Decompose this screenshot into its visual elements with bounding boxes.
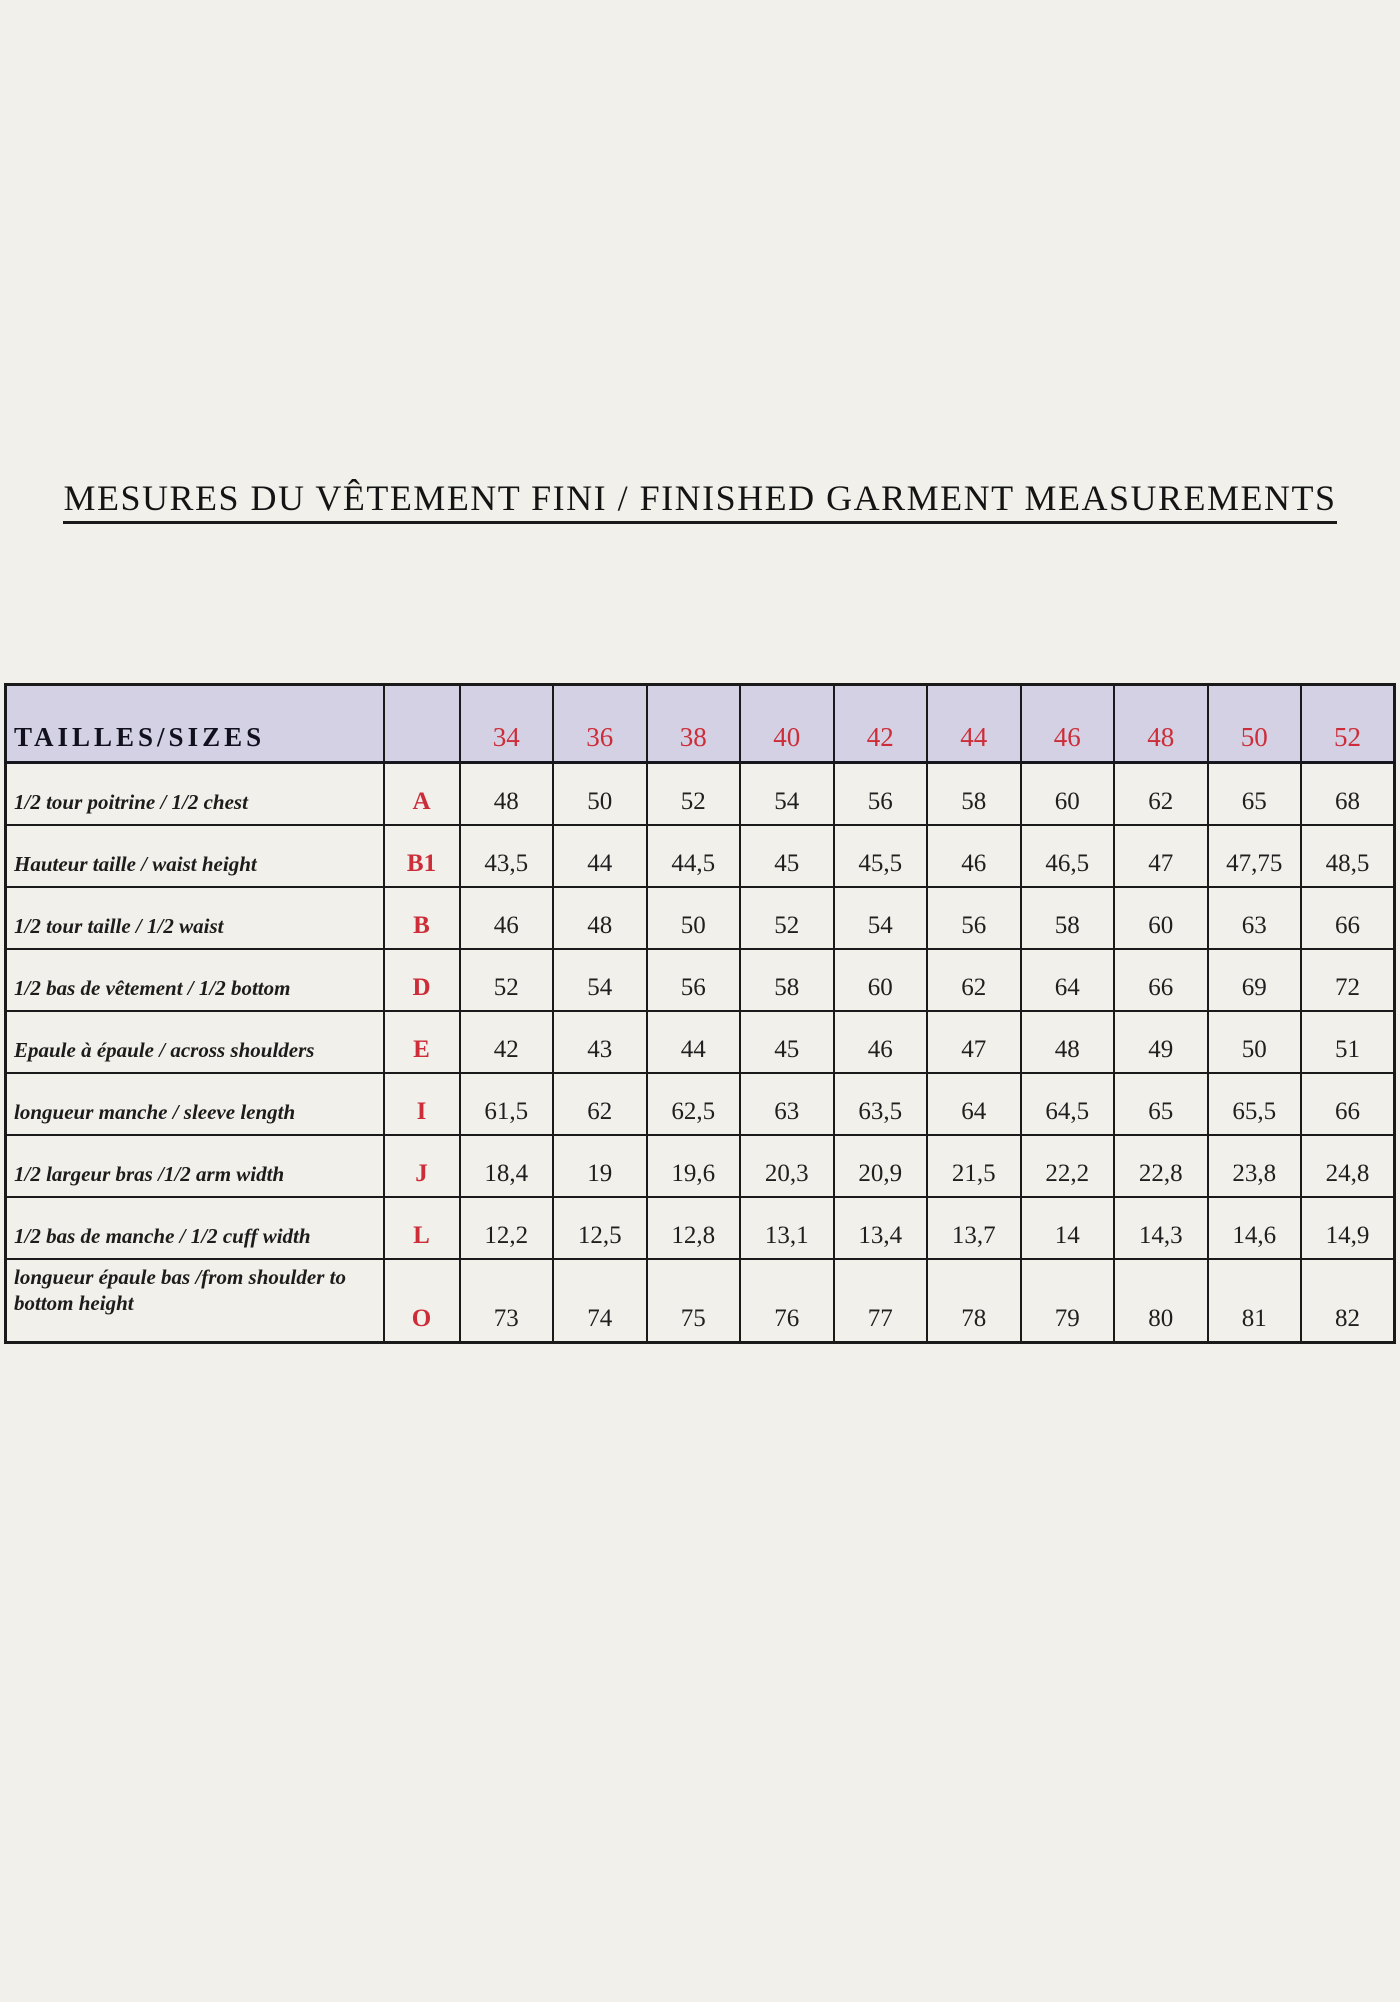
measurement-code: L bbox=[384, 1197, 460, 1259]
measurement-value: 75 bbox=[647, 1259, 741, 1343]
measurement-label: 1/2 bas de vêtement / 1/2 bottom bbox=[6, 949, 384, 1011]
measurement-value: 65 bbox=[1208, 763, 1302, 825]
measurement-code: D bbox=[384, 949, 460, 1011]
measurement-value: 12,8 bbox=[647, 1197, 741, 1259]
measurement-value: 69 bbox=[1208, 949, 1302, 1011]
measurement-value: 52 bbox=[460, 949, 554, 1011]
measurement-value: 65 bbox=[1114, 1073, 1208, 1135]
size-header-cell: 34 bbox=[460, 685, 554, 763]
measurements-table bbox=[4, 683, 1396, 1344]
measurement-label: longueur manche / sleeve length bbox=[6, 1073, 384, 1135]
code-header-cell bbox=[384, 685, 460, 763]
size-header-cell: 48 bbox=[1114, 685, 1208, 763]
size-header-cell: 50 bbox=[1208, 685, 1302, 763]
measurement-value: 66 bbox=[1114, 949, 1208, 1011]
measurement-value: 13,4 bbox=[834, 1197, 928, 1259]
measurement-value: 51 bbox=[1301, 1011, 1395, 1073]
measurement-value: 56 bbox=[927, 887, 1021, 949]
table-row bbox=[6, 1011, 1395, 1073]
measurement-value: 22,8 bbox=[1114, 1135, 1208, 1197]
measurement-value: 46,5 bbox=[1021, 825, 1115, 887]
measurement-value: 58 bbox=[740, 949, 834, 1011]
measurement-value: 23,8 bbox=[1208, 1135, 1302, 1197]
measurement-value: 19 bbox=[553, 1135, 647, 1197]
measurement-value: 66 bbox=[1301, 887, 1395, 949]
size-header-cell: 52 bbox=[1301, 685, 1395, 763]
measurement-value: 54 bbox=[553, 949, 647, 1011]
measurement-code: O bbox=[384, 1259, 460, 1343]
measurement-value: 19,6 bbox=[647, 1135, 741, 1197]
page-title: MESURES DU VÊTEMENT FINI / FINISHED GARMENT MEASUREMENTS bbox=[63, 477, 1336, 524]
measurement-value: 13,7 bbox=[927, 1197, 1021, 1259]
measurement-value: 48 bbox=[553, 887, 647, 949]
measurement-value: 50 bbox=[1208, 1011, 1302, 1073]
measurement-code: B bbox=[384, 887, 460, 949]
measurement-value: 62 bbox=[927, 949, 1021, 1011]
measurement-value: 68 bbox=[1301, 763, 1395, 825]
measurement-value: 65,5 bbox=[1208, 1073, 1302, 1135]
measurement-code: I bbox=[384, 1073, 460, 1135]
table-body bbox=[6, 763, 1395, 1343]
measurement-value: 45 bbox=[740, 825, 834, 887]
measurement-value: 81 bbox=[1208, 1259, 1302, 1343]
measurement-value: 66 bbox=[1301, 1073, 1395, 1135]
table-row bbox=[6, 887, 1395, 949]
measurement-value: 14 bbox=[1021, 1197, 1115, 1259]
measurement-value: 60 bbox=[1114, 887, 1208, 949]
table-row bbox=[6, 763, 1395, 825]
measurement-value: 72 bbox=[1301, 949, 1395, 1011]
measurement-label: Epaule à épaule / across shoulders bbox=[6, 1011, 384, 1073]
measurement-value: 20,3 bbox=[740, 1135, 834, 1197]
measurement-value: 22,2 bbox=[1021, 1135, 1115, 1197]
measurement-value: 78 bbox=[927, 1259, 1021, 1343]
measurement-value: 62 bbox=[553, 1073, 647, 1135]
measurement-label: Hauteur taille / waist height bbox=[6, 825, 384, 887]
measurement-value: 48 bbox=[1021, 1011, 1115, 1073]
measurement-value: 52 bbox=[647, 763, 741, 825]
measurement-value: 14,3 bbox=[1114, 1197, 1208, 1259]
measurement-value: 24,8 bbox=[1301, 1135, 1395, 1197]
measurement-value: 47,75 bbox=[1208, 825, 1302, 887]
measurement-label: 1/2 tour poitrine / 1/2 chest bbox=[6, 763, 384, 825]
measurement-code: A bbox=[384, 763, 460, 825]
size-header-cell: 44 bbox=[927, 685, 1021, 763]
measurement-label: 1/2 tour taille / 1/2 waist bbox=[6, 887, 384, 949]
measurement-value: 54 bbox=[834, 887, 928, 949]
measurement-value: 80 bbox=[1114, 1259, 1208, 1343]
measurement-label: longueur épaule bas /from shoulder to bottom height bbox=[6, 1259, 384, 1343]
measurement-value: 14,9 bbox=[1301, 1197, 1395, 1259]
size-header-cell: 42 bbox=[834, 685, 928, 763]
measurement-code: J bbox=[384, 1135, 460, 1197]
measurement-value: 56 bbox=[647, 949, 741, 1011]
title-container bbox=[0, 477, 1400, 524]
size-header-cell: 36 bbox=[553, 685, 647, 763]
measurement-value: 50 bbox=[647, 887, 741, 949]
measurement-value: 50 bbox=[553, 763, 647, 825]
measurement-value: 47 bbox=[1114, 825, 1208, 887]
measurement-value: 63 bbox=[1208, 887, 1302, 949]
measurement-value: 12,5 bbox=[553, 1197, 647, 1259]
measurement-value: 48 bbox=[460, 763, 554, 825]
measurement-value: 20,9 bbox=[834, 1135, 928, 1197]
measurement-value: 12,2 bbox=[460, 1197, 554, 1259]
measurement-value: 42 bbox=[460, 1011, 554, 1073]
measurement-value: 45 bbox=[740, 1011, 834, 1073]
table-row bbox=[6, 825, 1395, 887]
measurement-value: 64 bbox=[927, 1073, 1021, 1135]
measurement-value: 79 bbox=[1021, 1259, 1115, 1343]
measurement-value: 21,5 bbox=[927, 1135, 1021, 1197]
size-header-cell: 46 bbox=[1021, 685, 1115, 763]
measurement-value: 56 bbox=[834, 763, 928, 825]
measurement-value: 60 bbox=[834, 949, 928, 1011]
measurement-value: 64,5 bbox=[1021, 1073, 1115, 1135]
table-row bbox=[6, 1135, 1395, 1197]
measurement-value: 44,5 bbox=[647, 825, 741, 887]
measurement-value: 58 bbox=[927, 763, 1021, 825]
measurement-label: 1/2 largeur bras /1/2 arm width bbox=[6, 1135, 384, 1197]
table-row bbox=[6, 1073, 1395, 1135]
sizes-header-label: TAILLES/SIZES bbox=[6, 685, 384, 763]
measurement-value: 49 bbox=[1114, 1011, 1208, 1073]
measurement-value: 46 bbox=[460, 887, 554, 949]
measurement-code: E bbox=[384, 1011, 460, 1073]
measurement-value: 61,5 bbox=[460, 1073, 554, 1135]
measurement-label: 1/2 bas de manche / 1/2 cuff width bbox=[6, 1197, 384, 1259]
measurement-value: 74 bbox=[553, 1259, 647, 1343]
measurement-value: 54 bbox=[740, 763, 834, 825]
measurement-value: 82 bbox=[1301, 1259, 1395, 1343]
measurement-value: 58 bbox=[1021, 887, 1115, 949]
table-row bbox=[6, 1259, 1395, 1343]
measurement-value: 46 bbox=[927, 825, 1021, 887]
measurement-value: 44 bbox=[553, 825, 647, 887]
measurement-value: 13,1 bbox=[740, 1197, 834, 1259]
measurement-value: 48,5 bbox=[1301, 825, 1395, 887]
measurement-value: 47 bbox=[927, 1011, 1021, 1073]
measurement-value: 60 bbox=[1021, 763, 1115, 825]
measurement-value: 63 bbox=[740, 1073, 834, 1135]
measurement-value: 73 bbox=[460, 1259, 554, 1343]
measurement-value: 76 bbox=[740, 1259, 834, 1343]
measurement-value: 62 bbox=[1114, 763, 1208, 825]
measurement-value: 77 bbox=[834, 1259, 928, 1343]
measurement-value: 18,4 bbox=[460, 1135, 554, 1197]
measurement-value: 62,5 bbox=[647, 1073, 741, 1135]
measurement-value: 14,6 bbox=[1208, 1197, 1302, 1259]
measurement-value: 52 bbox=[740, 887, 834, 949]
table-header-row bbox=[6, 685, 1395, 763]
measurement-value: 46 bbox=[834, 1011, 928, 1073]
measurement-value: 44 bbox=[647, 1011, 741, 1073]
measurement-value: 64 bbox=[1021, 949, 1115, 1011]
measurement-value: 43 bbox=[553, 1011, 647, 1073]
measurement-value: 43,5 bbox=[460, 825, 554, 887]
measurement-value: 63,5 bbox=[834, 1073, 928, 1135]
table-row bbox=[6, 1197, 1395, 1259]
measurement-value: 45,5 bbox=[834, 825, 928, 887]
table-row bbox=[6, 949, 1395, 1011]
measurement-code: B1 bbox=[384, 825, 460, 887]
size-header-cell: 38 bbox=[647, 685, 741, 763]
size-header-cell: 40 bbox=[740, 685, 834, 763]
